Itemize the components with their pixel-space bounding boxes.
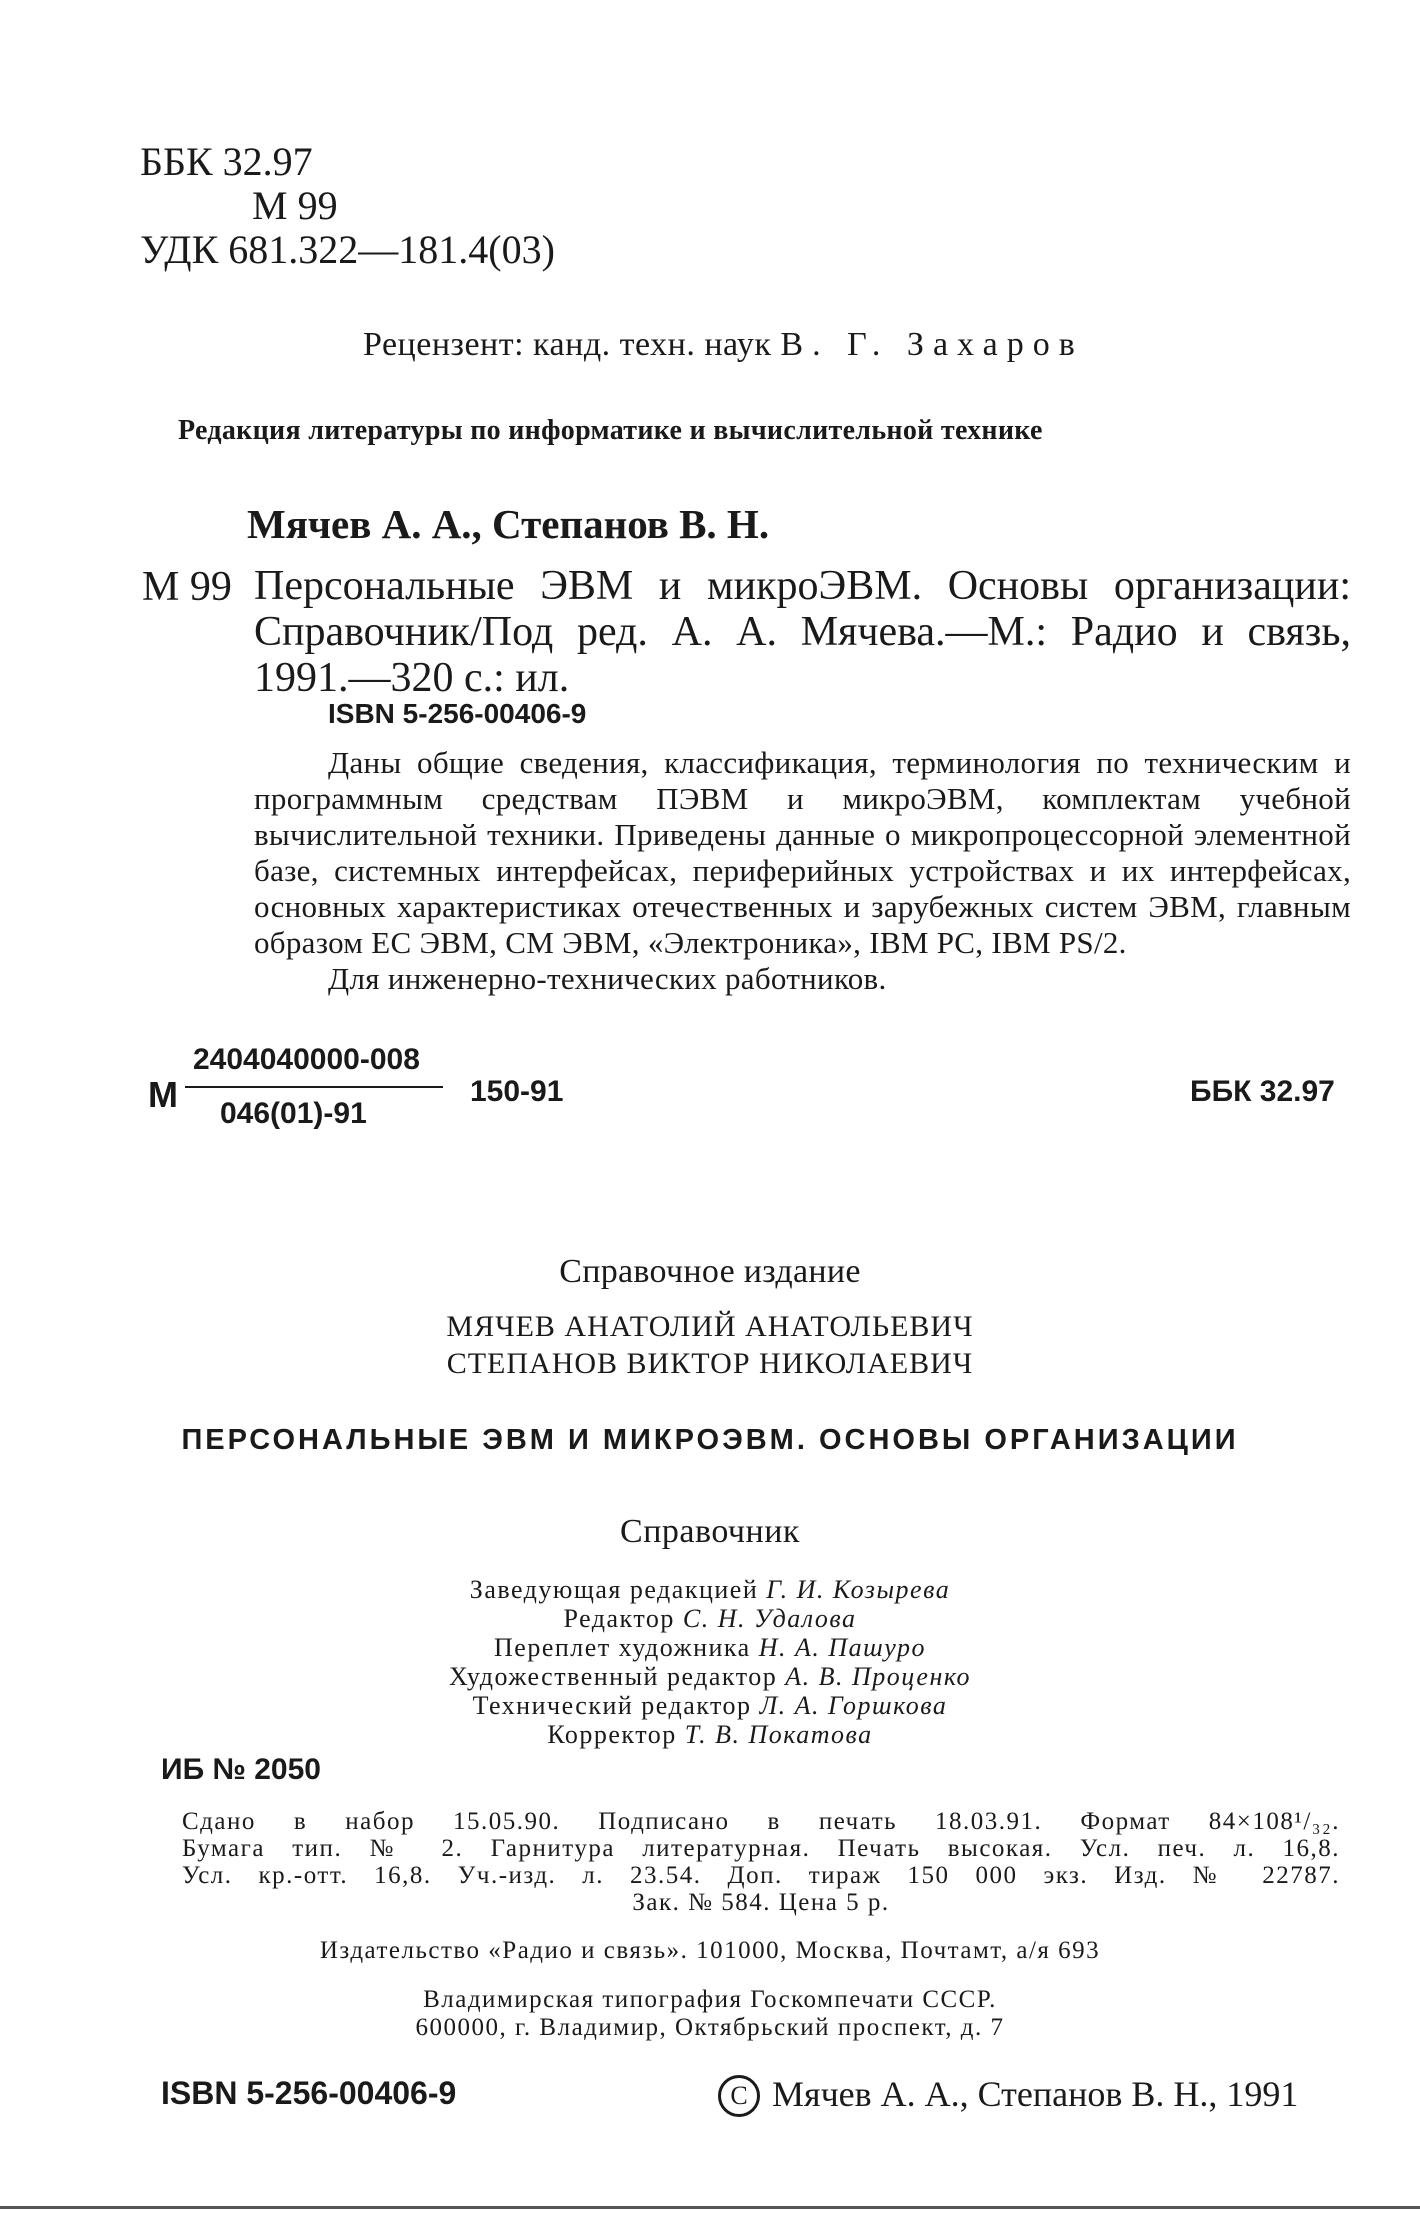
book-title: ПЕРСОНАЛЬНЫЕ ЭВМ И МИКРОЭВМ. ОСНОВЫ ОРГАНИЗАЦИИ xyxy=(181,1424,1239,1456)
reviewer-label: Рецензент: канд. техн. наук xyxy=(363,326,772,363)
publisher-address: Издательство «Радио и связь». 101000, Москва, Почтамт, а/я 693 xyxy=(319,1937,1101,1964)
staff-name: А. В. Проценко xyxy=(785,1662,972,1691)
staff-row xyxy=(0,1662,1420,1691)
annotation xyxy=(254,745,1351,997)
staff-row xyxy=(0,1720,1420,1749)
copyright-line xyxy=(718,2073,1298,2117)
staff-name: С. Н. Удалова xyxy=(682,1604,857,1633)
print-line: Усл. кр.-отт. 16,8. Уч.-изд. л. 23.54. Доп. тираж 150 000 экз. Изд. № 22787. xyxy=(182,1862,1340,1889)
fraction-numerator: 2404040000-008 xyxy=(193,1043,420,1076)
fraction-bbk: ББК 32.97 xyxy=(1190,1075,1335,1108)
staff-name: Г. И. Козырева xyxy=(766,1575,951,1604)
staff-role: Технический редактор xyxy=(472,1691,752,1720)
staff-role: Редактор xyxy=(563,1604,675,1633)
printing-house-address: 600000, г. Владимир, Октябрьский проспект, д. 7 xyxy=(415,2014,1005,2041)
reviewer-name: В. Г. Захаров xyxy=(780,326,1084,363)
staff-role: Переплет художника xyxy=(494,1633,751,1662)
staff-row xyxy=(0,1575,1420,1604)
print-line: Зак. № 584. Цена 5 р. xyxy=(632,1889,890,1916)
print-line: Бумага тип. № 2. Гарнитура литературная. Печать высокая. Усл. печ. л. 16,8. xyxy=(182,1835,1340,1862)
bbk-code: ББК 32.97 xyxy=(140,139,313,184)
fraction-code: 150-91 xyxy=(470,1075,564,1108)
author-full-name-2: СТЕПАНОВ ВИКТОР НИКОЛАЕВИЧ xyxy=(446,1347,974,1380)
fraction-denominator: 046(01)-91 xyxy=(220,1097,367,1130)
staff-name: Т. В. Покатова xyxy=(684,1720,873,1749)
staff-row xyxy=(0,1691,1420,1720)
annotation-audience: Для инженерно-технических работников. xyxy=(328,961,887,996)
staff-role: Заведующая редакцией xyxy=(469,1575,759,1604)
staff-role: Художественный редактор xyxy=(448,1662,778,1691)
fraction-prefix: М xyxy=(148,1074,178,1115)
author-mark: М 99 xyxy=(252,183,338,228)
author-full-name-1: МЯЧЕВ АНАТОЛИЙ АНАТОЛЬЕВИЧ xyxy=(446,1310,974,1343)
staff-row xyxy=(0,1633,1420,1662)
isbn-entry: ISBN 5-256-00406-9 xyxy=(328,698,587,729)
print-line: Сдано в набор 15.05.90. Подписано в печать 18.03.91. Формат 84×108¹/₃₂. xyxy=(182,1808,1340,1835)
copyright-icon: C xyxy=(718,2075,760,2117)
edition-type: Справочное издание xyxy=(559,1253,861,1290)
catalog-code: М 99 xyxy=(142,564,232,610)
staff-row xyxy=(0,1604,1420,1633)
printing-house: Владимирская типография Госкомпечати СССР. xyxy=(423,1986,997,2013)
staff-list xyxy=(0,1575,1420,1749)
footer-isbn: ISBN 5-256-00406-9 xyxy=(161,2075,457,2111)
ib-number: ИБ № 2050 xyxy=(161,1753,321,1786)
print-details xyxy=(182,1808,1340,1916)
udk-code: УДК 681.322—181.4(03) xyxy=(140,227,555,272)
bottom-rule xyxy=(0,2206,1420,2209)
copyright-holders: Мячев А. А., Степанов В. Н., 1991 xyxy=(772,2074,1299,2114)
editorial-office: Редакция литературы по информатике и вычислительной технике xyxy=(178,415,1043,446)
book-genre: Справочник xyxy=(620,1513,800,1550)
classification-block xyxy=(140,140,555,272)
authors-heading: Мячев А. А., Степанов В. Н. xyxy=(247,501,770,547)
staff-role: Корректор xyxy=(547,1720,677,1749)
bibliographic-entry: Персональные ЭВМ и микроЭВМ. Основы организации: Справочник/Под ред. А. А. Мячева.—М.: Радио и связь, 1991.—320 с.: ил. xyxy=(254,563,1351,701)
fraction-bar xyxy=(185,1086,443,1088)
staff-name: Л. А. Горшкова xyxy=(759,1691,948,1720)
staff-name: Н. А. Пашуро xyxy=(758,1633,926,1662)
annotation-text: Даны общие сведения, классификация, терминология по техническим и программным средствам ПЭВМ и микроЭВМ, комплектам учебной вычислительной техники. Приведены данные о микропроцессорной элементной базе, системных интерфейсах, периферийных устройствах и их интерфейсах, основных характеристиках отечественных и зарубежных систем ЭВМ, главным образом ЕС ЭВМ, СМ ЭВМ, «Электроника», IBM PC, IBM PS/2. xyxy=(254,745,1351,960)
reviewer-line xyxy=(363,326,1084,364)
